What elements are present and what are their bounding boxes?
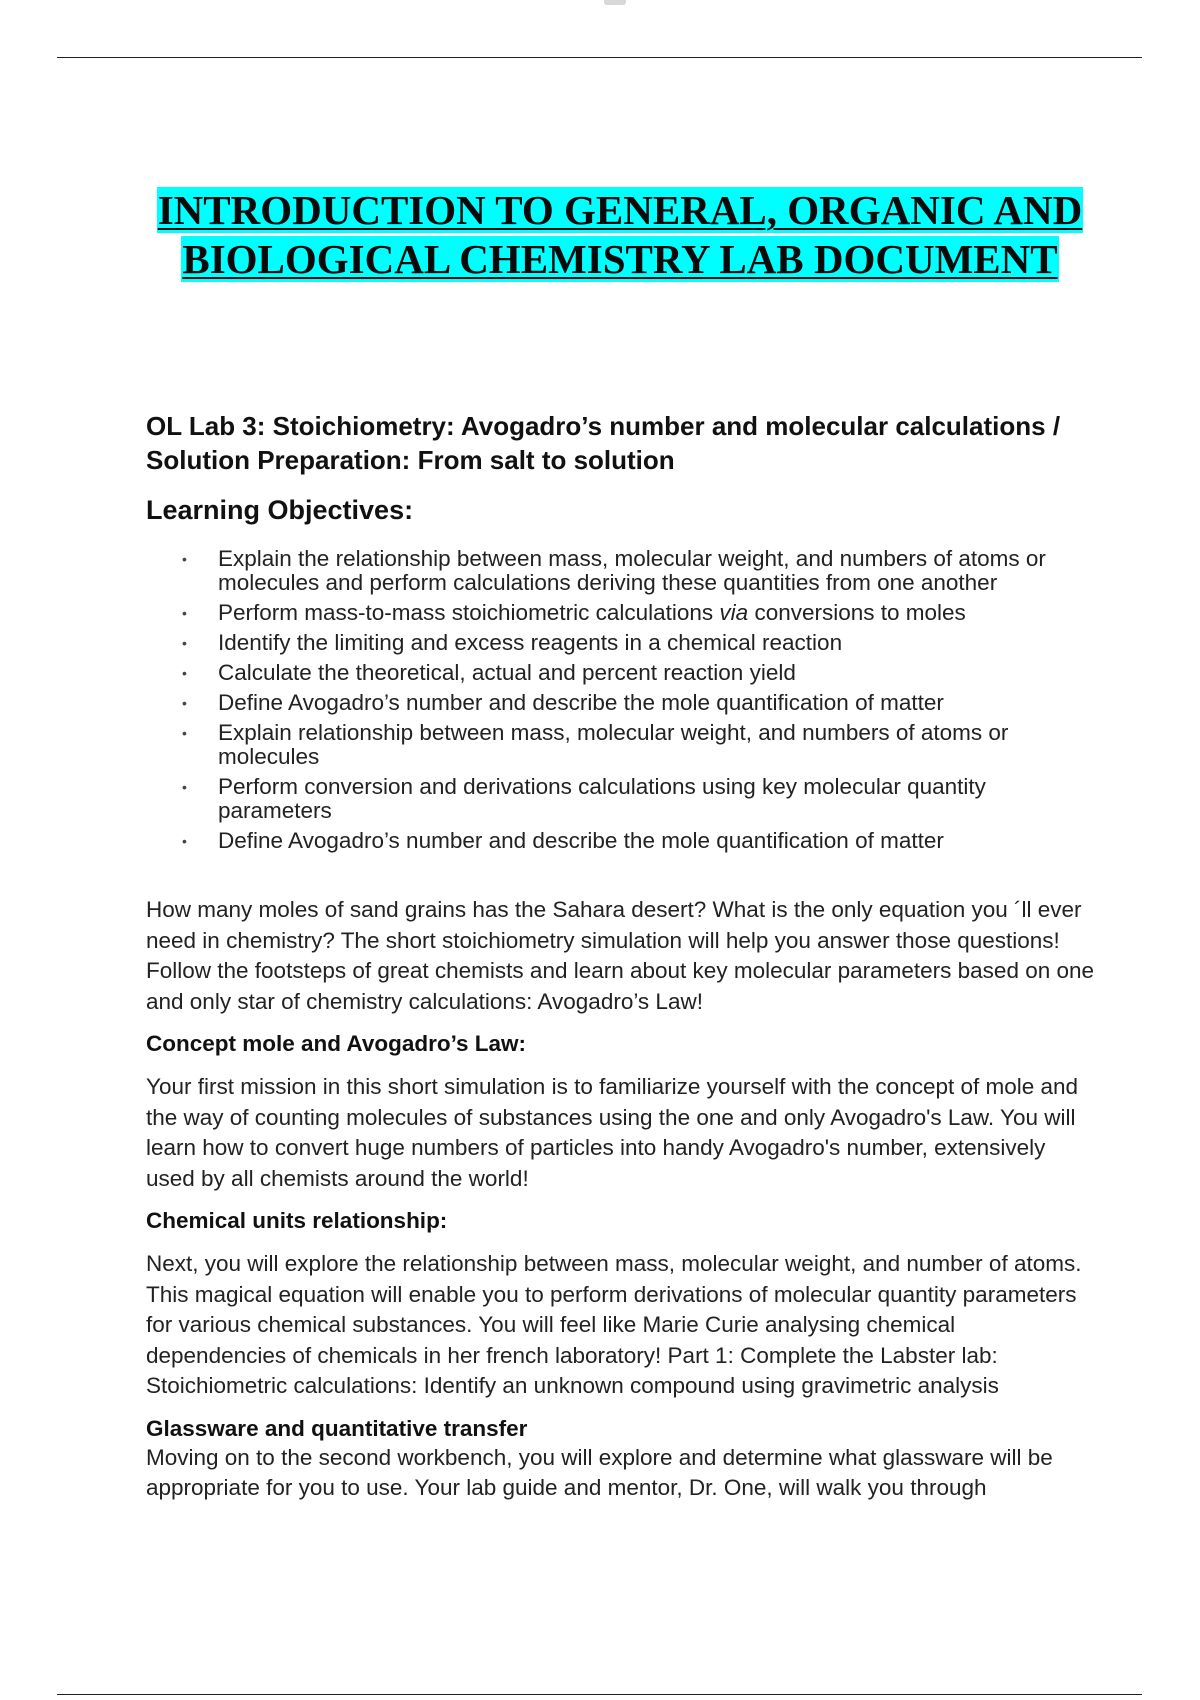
objective-text: Perform conversion and derivations calculations using key molecular quantity parameters [218,774,986,823]
objective-item [182,630,1096,655]
section-heading-glassware: Glassware and quantitative transfer [146,1415,528,1441]
bullet-icon: • [182,635,187,651]
document-title [0,186,1200,284]
bullet-icon: • [182,605,187,621]
document-title-line-2: BIOLOGICAL CHEMISTRY LAB DOCUMENT [182,236,1058,282]
objective-item [182,690,1096,715]
bullet-icon: • [182,779,187,795]
learning-objectives-list [146,547,1096,853]
header-rule [57,57,1142,58]
objective-item [182,774,1096,823]
objective-text: Explain relationship between mass, molecular weight, and numbers of atoms or molecules [218,720,1009,769]
section-body-mole-concept: Your first mission in this short simulation is to familiarize yourself with the concept of mole and the way of counting molecules of substances using the one and only Avogadro's Law. You will learn how to convert huge numbers of particles into handy Avogadro's number, extensively used by all chemists around the world! [146,1074,1079,1191]
section-heading-units-relationship: Chemical units relationship: [146,1208,448,1233]
bullet-icon: • [182,665,187,681]
objective-item [182,720,1096,769]
document-body [146,409,1096,1504]
objective-item [182,660,1096,685]
bullet-icon: • [182,695,187,711]
objective-item [182,828,1096,853]
objective-text: Explain the relationship between mass, molecular weight, and numbers of atoms or molecules and perform calculations deriving these quantities from one another [218,546,1046,595]
objective-text: Perform mass-to-mass stoichiometric calculations [218,600,714,625]
document-title-line-1: INTRODUCTION TO GENERAL, ORGANIC AND [157,187,1083,233]
intro-paragraph: How many moles of sand grains has the Sahara desert? What is the only equation you ´ll ever need in chemistry? The short stoichiometry simulation will help you answer those questions! Follow the footsteps of great chemists and learn about key molecular parameters based on one and only star of chemistry calculations: Avogadro’s Law! [146,897,1095,1014]
footer-rule [57,1694,1142,1695]
section-body-units-relationship: Next, you will explore the relationship between mass, molecular weight, and number of atoms. This magical equation will enable you to perform derivations of molecular quantity parameters for various chemical substances. You will feel like Marie Curie analysing chemical dependencies of chemicals in her french laboratory! Part 1: Complete the Labster lab: Stoichiometric calculations: Identify an unknown compound using gravimetric analysis [146,1251,1082,1398]
learning-objectives-heading: Learning Objectives: [146,495,414,525]
objective-text: Define Avogadro’s number and describe the mole quantification of matter [218,828,944,853]
lab-title: OL Lab 3: Stoichiometry: Avogadro’s number and molecular calculations / Solution Preparation: From salt to solution [146,411,1061,475]
bullet-icon: • [182,725,187,741]
objective-text: conversions to moles [754,600,966,625]
objective-text-emphasis: via [719,600,749,625]
objective-item [182,600,1096,625]
page-top-mark [604,0,626,5]
objective-text: Define Avogadro’s number and describe the mole quantification of matter [218,690,944,715]
section-heading-mole-concept: Concept mole and Avogadro’s Law: [146,1031,527,1056]
objective-text: Identify the limiting and excess reagents in a chemical reaction [218,630,843,655]
objective-item [182,546,1096,595]
section-body-glassware: Moving on to the second workbench, you will explore and determine what glassware will be appropriate for you to use. Your lab guide and mentor, Dr. One, will walk you through [146,1444,1053,1500]
objective-text: Calculate the theoretical, actual and percent reaction yield [218,660,796,685]
bullet-icon: • [182,833,187,849]
bullet-icon: • [182,551,187,567]
